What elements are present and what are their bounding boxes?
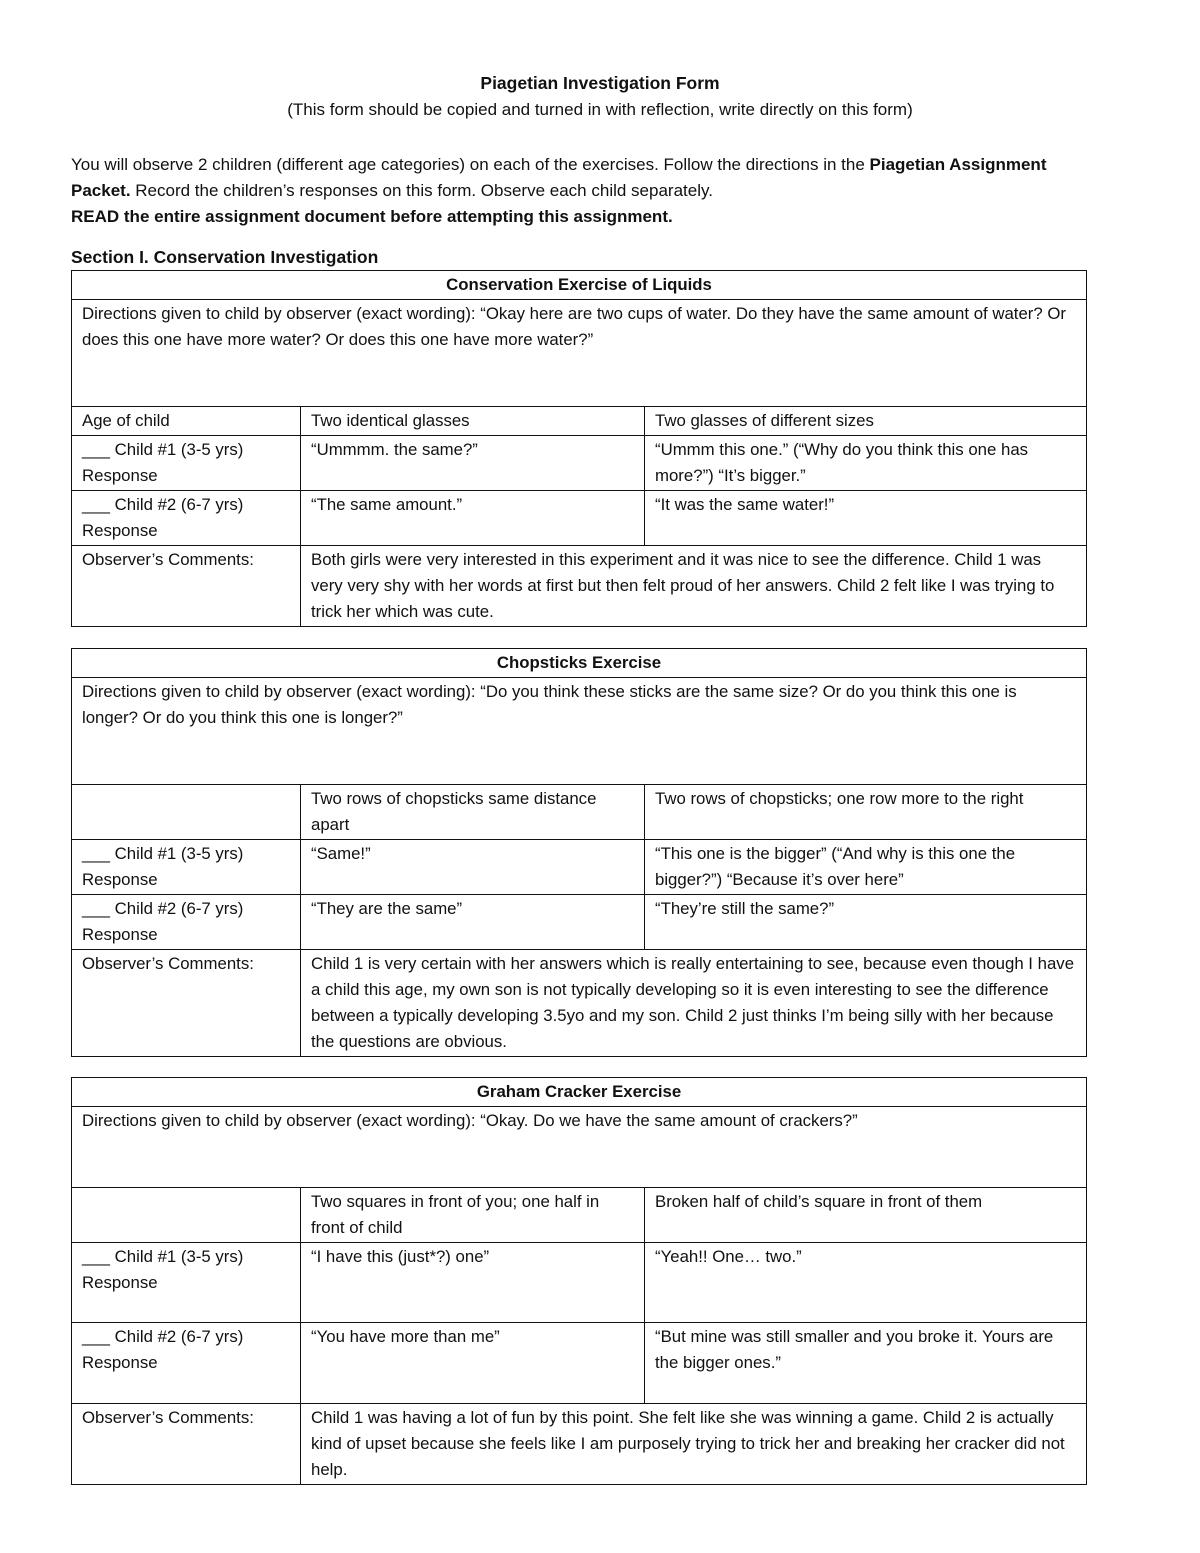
directions-cell[interactable]: Directions given to child by observer (exact wording): “Okay. Do we have the same amount of crackers?”: [72, 1107, 1087, 1188]
observer-comments[interactable]: Child 1 is very certain with her answers which is really entertaining to see, because even though I have a child this age, my own son is not typically developing so it is even interesting to see the difference between a typically developing 3.5yo and my son. Child 2 just thinks I’m being silly with her because the questions are obvious.: [301, 950, 1087, 1057]
comments-label: Observer’s Comments:: [72, 950, 301, 1057]
section-heading: Section I. Conservation Investigation: [71, 247, 379, 267]
child-1-label: ___ Child #1 (3-5 yrs) Response: [72, 436, 301, 491]
child-1-label: ___ Child #1 (3-5 yrs) Response: [72, 1243, 301, 1323]
col-header-age: Age of child: [72, 407, 301, 436]
directions-cell[interactable]: Directions given to child by observer (exact wording): “Okay here are two cups of water. Do they have the same amount of water? Or does this one have more water? Or does this one have more water?”: [72, 300, 1087, 407]
packet-name: Piagetian Assignment Packet.: [71, 155, 1047, 200]
child-2-label: ___ Child #2 (6-7 yrs) Response: [72, 491, 301, 546]
table-heading: Conservation Exercise of Liquids: [72, 271, 1087, 300]
child-2-response-2[interactable]: “But mine was still smaller and you broke it. Yours are the bigger ones.”: [645, 1323, 1087, 1404]
col-header-condition-2: Two rows of chopsticks; one row more to the right: [645, 785, 1087, 840]
table-heading: Graham Cracker Exercise: [72, 1078, 1087, 1107]
chopsticks-table: [71, 648, 1087, 1057]
child-2-response-1[interactable]: “You have more than me”: [301, 1323, 645, 1404]
read-instruction: READ the entire assignment document before attempting this assignment.: [71, 207, 673, 226]
col-header-condition-1: Two identical glasses: [301, 407, 645, 436]
form-title: Piagetian Investigation Form: [480, 73, 720, 93]
child-1-response-1[interactable]: “Same!”: [301, 840, 645, 895]
child-1-response-2[interactable]: “This one is the bigger” (“And why is this one the bigger?”) “Because it’s over here”: [645, 840, 1087, 895]
child-1-response-2[interactable]: “Yeah!! One… two.”: [645, 1243, 1087, 1323]
col-header-condition-1: Two squares in front of you; one half in front of child: [301, 1188, 645, 1243]
child-2-label: ___ Child #2 (6-7 yrs) Response: [72, 1323, 301, 1404]
child-1-response-1[interactable]: “Ummmm. the same?”: [301, 436, 645, 491]
intro-paragraph: [71, 152, 1101, 230]
form-subtitle: (This form should be copied and turned in with reflection, write directly on this form): [287, 100, 913, 119]
intro-text-1: You will observe 2 children (different age categories) on each of the exercises. Follow the directions in the: [71, 155, 865, 174]
col-header-condition-2: Broken half of child’s square in front of them: [645, 1188, 1087, 1243]
col-header-condition-1: Two rows of chopsticks same distance apart: [301, 785, 645, 840]
col-header-condition-2: Two glasses of different sizes: [645, 407, 1087, 436]
directions-cell[interactable]: Directions given to child by observer (exact wording): “Do you think these sticks are the same size? Or do you think this one is longer? Or do you think this one is longer?”: [72, 678, 1087, 785]
table-heading: Chopsticks Exercise: [72, 649, 1087, 678]
child-1-response-1[interactable]: “I have this (just*?) one”: [301, 1243, 645, 1323]
child-2-response-1[interactable]: “They are the same”: [301, 895, 645, 950]
child-2-response-2[interactable]: “It was the same water!”: [645, 491, 1087, 546]
child-1-response-2[interactable]: “Ummm this one.” (“Why do you think this one has more?”) “It’s bigger.”: [645, 436, 1087, 491]
liquids-table: [71, 270, 1087, 627]
col-header-age: [72, 1188, 301, 1243]
observer-comments[interactable]: Child 1 was having a lot of fun by this point. She felt like she was winning a game. Child 2 is actually kind of upset because she feels like I am purposely trying to trick her and breaking her cracker did not help.: [301, 1404, 1087, 1485]
comments-label: Observer’s Comments:: [72, 546, 301, 627]
child-2-label: ___ Child #2 (6-7 yrs) Response: [72, 895, 301, 950]
comments-label: Observer’s Comments:: [72, 1404, 301, 1485]
col-header-age: [72, 785, 301, 840]
intro-text-2: Record the children’s responses on this form. Observe each child separately.: [135, 181, 713, 200]
graham-cracker-table: [71, 1077, 1087, 1485]
child-2-response-2[interactable]: “They’re still the same?”: [645, 895, 1087, 950]
child-2-response-1[interactable]: “The same amount.”: [301, 491, 645, 546]
observer-comments[interactable]: Both girls were very interested in this experiment and it was nice to see the difference. Child 1 was very very shy with her words at first but then felt proud of her answers. Child 2 felt like I was trying to trick her which was cute.: [301, 546, 1087, 627]
child-1-label: ___ Child #1 (3-5 yrs) Response: [72, 840, 301, 895]
